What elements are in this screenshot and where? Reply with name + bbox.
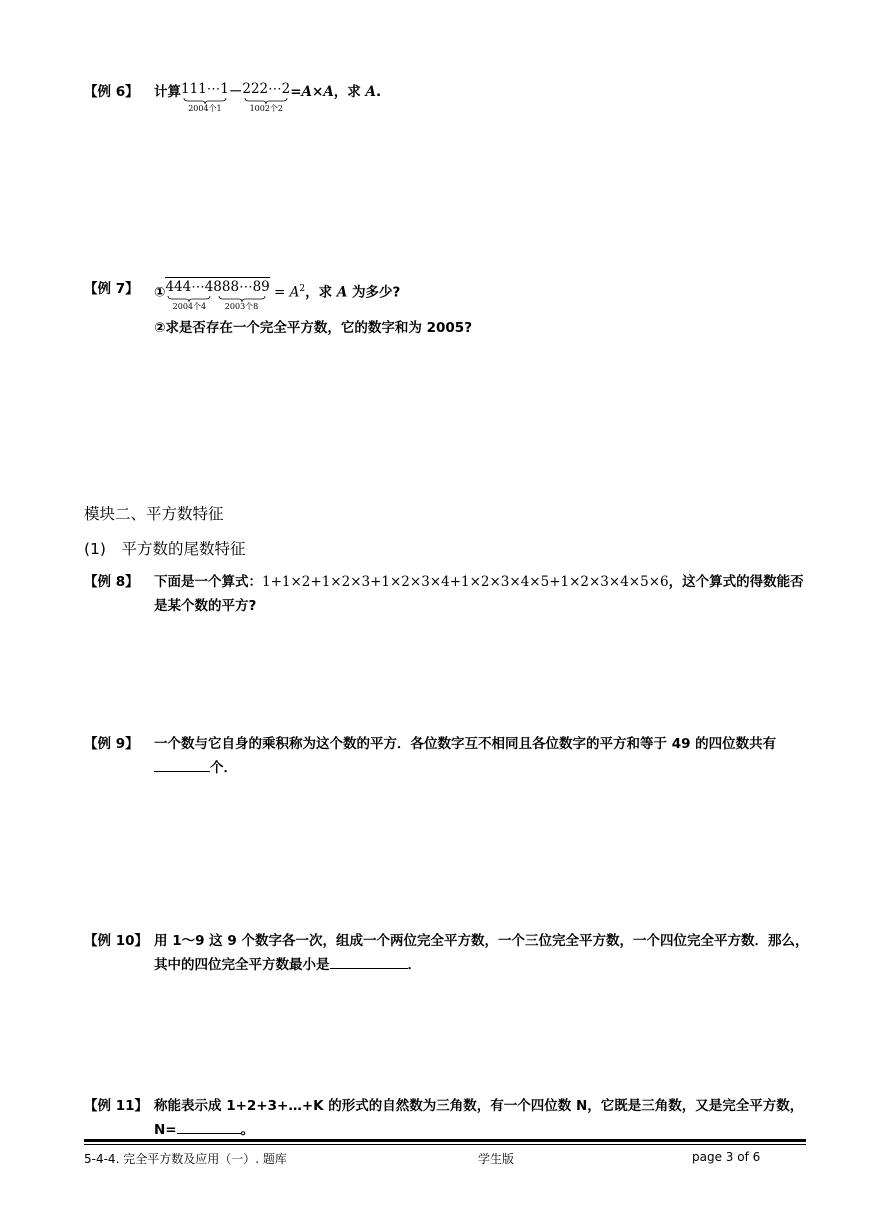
- example-10-tag: 【例 10】: [84, 933, 148, 949]
- period: .: [375, 84, 382, 100]
- example-11-tail: 。: [240, 1122, 255, 1138]
- number-111-group: [181, 80, 229, 114]
- variable-a: A: [336, 284, 348, 301]
- answer-blank: [154, 757, 210, 772]
- number-111-count: 2004个1: [188, 104, 222, 113]
- example-7-tag: 【例 7】: [84, 281, 139, 297]
- answer-blank: [177, 1119, 241, 1134]
- example-11: [84, 1094, 809, 1142]
- example-8-tag: 【例 8】: [84, 574, 139, 590]
- example-7-part-2: ②求是否存在一个完全平方数，它的数字和为 2005?: [154, 320, 473, 336]
- exponent: 2: [299, 284, 306, 294]
- minus-sign: －: [228, 84, 243, 100]
- example-8: [84, 570, 809, 618]
- overline-number: [165, 277, 269, 312]
- number-111-digits: 111⋯1: [181, 81, 229, 97]
- example-10: [84, 929, 809, 977]
- number-222-digits: 222⋯2: [242, 81, 291, 97]
- example-7: [84, 277, 809, 340]
- number-222-count: 1002个2: [249, 104, 284, 113]
- example-9-tag: 【例 9】: [84, 736, 139, 752]
- answer-blank: [330, 954, 408, 969]
- example-10-tail: ．: [407, 957, 421, 973]
- example-11-tag: 【例 11】: [84, 1098, 148, 1114]
- example-6-tag: 【例 6】: [84, 84, 139, 100]
- a-times-a: A×A: [301, 84, 334, 100]
- footer-rule-thick: [84, 1139, 806, 1142]
- example-9: [84, 732, 809, 780]
- module-title: 模块二、平方数特征: [84, 505, 224, 523]
- footer-center: 学生版: [478, 1152, 515, 1166]
- example-6: [84, 80, 809, 114]
- number-888-digits: 888⋯89: [213, 279, 270, 295]
- variable-a: A: [365, 84, 376, 100]
- circle-one: ①: [154, 284, 166, 301]
- example-9-text: 一个数与它自身的乘积称为这个数的平方．各位数字互不相同且各位数字的平方和等于 49 的四位数共有: [154, 736, 777, 752]
- number-444-count: 2004个4: [172, 302, 207, 311]
- footer-rule-thin: [84, 1144, 806, 1145]
- number-888-count: 2003个8: [224, 302, 259, 311]
- number-444-digits: 444⋯4: [165, 279, 214, 295]
- example-11-text: 称能表示成 1+2+3+…+K 的形式的自然数为三角数，有一个四位数 N，它既是三角数，又是完全平方数，N=: [154, 1098, 804, 1138]
- equals-sign: =: [269, 284, 290, 301]
- section-subtitle: (1) 平方数的尾数特征: [84, 540, 246, 558]
- variable-a: A: [289, 284, 300, 301]
- example-6-tail: ，求: [333, 84, 366, 100]
- footer-page-number: page 3 of 6: [692, 1150, 761, 1164]
- example-8-formula: 1+1×2+1×2×3+1×2×3×4+1×2×3×4×5+1×2×3×4×5×6: [262, 574, 669, 590]
- example-8-question: ，这个算式的得数能否是某个数的平方?: [154, 574, 804, 614]
- number-444-group: [165, 278, 213, 312]
- example-6-lead: 计算: [154, 84, 181, 100]
- question-prefix: ，求: [305, 284, 337, 301]
- example-10-text: 用 1～9 这 9 个数字各一次，组成一个两位完全平方数，一个三位完全平方数，一个四位完全平方数．那么，其中的四位完全平方数最小是: [154, 933, 809, 973]
- equals-sign: =: [290, 84, 302, 100]
- number-888-group: [213, 278, 269, 312]
- number-222-group: [242, 80, 290, 114]
- example-8-lead: 下面是一个算式：: [154, 574, 262, 590]
- footer-left: 5-4-4. 完全平方数及应用（一）. 题库: [84, 1152, 287, 1166]
- question-suffix: 为多少?: [347, 284, 401, 301]
- example-9-tail: 个．: [210, 760, 237, 776]
